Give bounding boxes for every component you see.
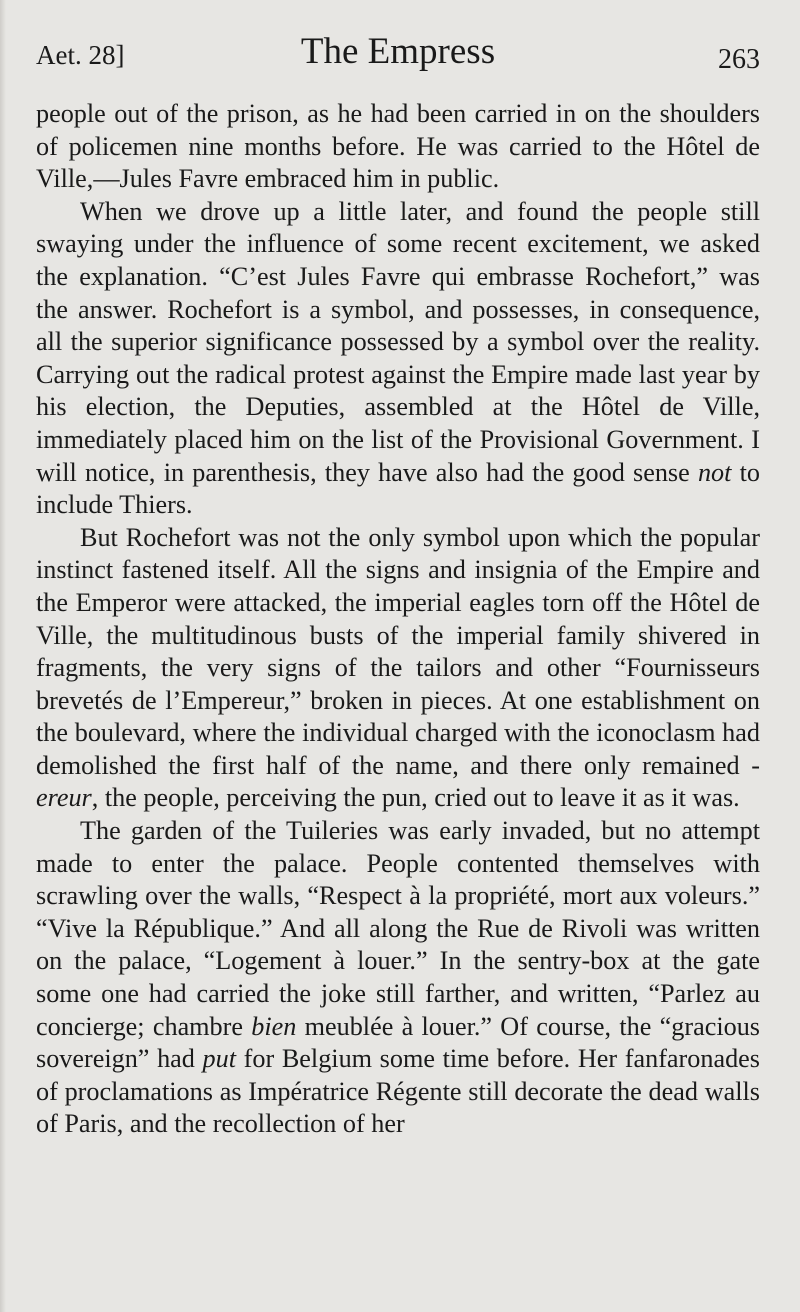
paragraph-text: meublée à louer.” Of course, the “gracious sovereign” had [36,1011,760,1074]
paragraph-text: people out of the prison, as he had been carried in on the shoulders of policemen nine months before. He was carried to the Hôtel de Ville,—Jules Favre embraced him in public. [36,99,760,194]
paragraph-1 [36,98,760,196]
paragraph-text: The garden of the Tuileries was early invaded, but no attempt made to enter the palace. People contented themselves with scrawling over the walls, “Respect à la propriété, mort aux voleurs.” “Vive la République.” And all along the Rue de Rivoli was written on the palace, “Logement à louer.” In the sentry-box at the gate some one had carried the joke still farther, and written, “Parlez au concierge; chambre [36,816,760,1041]
paragraph-4 [36,815,760,1141]
italic-word: not [697,457,732,487]
paragraph-2 [36,196,760,522]
italic-word: put [202,1044,237,1074]
paragraph-text: But Rochefort was not the only symbol upon which the popular instinct fastened itself. All the signs and insignia of the Empire and the Emperor were attacked, the imperial eagles torn off the Hôtel de Ville, the multitudinous busts of the imperial family shivered in fragments, the very signs of the tailors and other “Fournisseurs brevetés de l’Empereur,” broken in pieces. At one establishment on the boulevard, where the individual charged with the iconoclasm had demolished the first half of the name, and there only remained [36,522,760,780]
paragraph-3 [36,522,760,815]
running-head-title: The Empress [300,31,496,72]
italic-word: bien [251,1011,297,1041]
paragraph-text: for Belgium some time before. Her fanfaronades of proclamations as Impératrice Régente still decorate the dead walls of Paris, and the recollection of her [36,1044,760,1139]
paragraph-text: , the people, perceiving the pun, cried out to leave it as it was. [91,783,740,813]
page-number: 263 [718,44,760,75]
paragraph-text: to include Thiers. [36,457,760,520]
italic-word: -ereur [36,750,760,813]
paragraph-text: When we drove up a little later, and found the people still swaying under the influence of some recent excitement, we asked the explanation. “C’est Jules Favre qui embrasse Rochefort,” was the answer. Rochefort is a symbol, and possesses, in consequence, all the superior significance possessed by a symbol over the reality. Carrying out the radical protest against the Empire made last year by his election, the Deputies, assembled at the Hôtel de Ville, immediately placed him on the list of the Provisional Government. I will notice, in parenthesis, they have also had the good sense [36,196,760,487]
running-head-age: Aet. 28] [36,40,125,70]
body-text [36,98,760,1141]
running-header [36,30,760,80]
